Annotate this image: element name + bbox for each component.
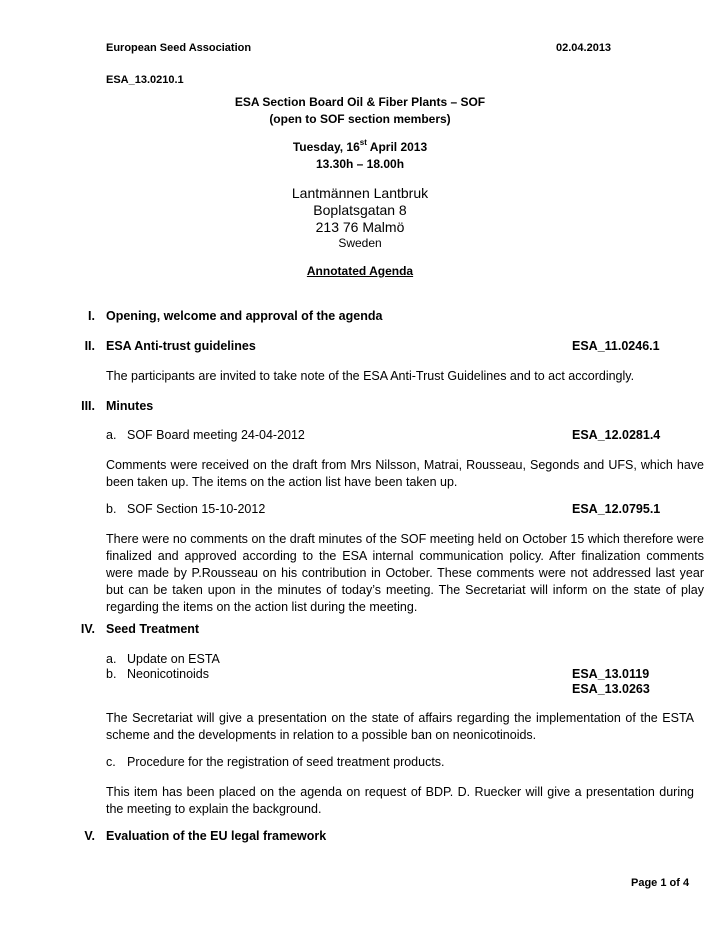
item-doc-ref: ESA_11.0246.1 (572, 339, 660, 353)
header-org: European Seed Association (106, 42, 252, 54)
item-number: III. (81, 399, 95, 413)
item-number: IV. (80, 622, 95, 636)
header-doc-ref: ESA_13.0210.1 (106, 74, 184, 86)
subitem: c. Procedure for the registration of seed treatment products. (106, 755, 445, 769)
venue-line1: Lantmännen Lantbruk (291, 185, 429, 201)
item-text: This item has been placed on the agenda on request of BDP. D. Ruecker will give a presentation during the meeting to explain the background. (106, 785, 694, 816)
subitem: a. Update on ESTA (106, 652, 220, 666)
item-text: There were no comments on the draft minutes of the SOF meeting held on October 15 which therefore were finalized and approved according to the ESA internal communication policy. After finalization comments were made by P.Rousseau on his contribution in October. These comments were not addressed last year but can be taken upon in the minutes of today’s meeting. The Secretariat will inform on the state of play regarding the items on the action list during the meeting. (106, 532, 704, 614)
title-line1: ESA Section Board Oil & Fiber Plants – SOF (234, 95, 486, 109)
header-date: 02.04.2013 (556, 42, 612, 54)
subitem-doc-ref: ESA_12.0795.1 (572, 502, 661, 516)
item-text: Comments were received on the draft from Mrs Nilsson, Matrai, Rousseau, Segonds and UFS, which have been taken up. The items on the action list have been taken up. (106, 458, 704, 489)
venue-line2: Boplatsgatan 8 (313, 202, 407, 218)
subitem: a. SOF Board meeting 24-04-2012 (106, 428, 305, 442)
venue-country: Sweden (338, 236, 382, 250)
subitem: b. SOF Section 15-10-2012 (106, 502, 266, 516)
item-text: The participants are invited to take note of the ESA Anti-Trust Guidelines and to act accordingly. (106, 369, 635, 383)
subitem: b. Neonicotinoids (106, 667, 209, 681)
meeting-time: 13.30h – 18.00h (315, 157, 405, 171)
item-title: ESA Anti-trust guidelines (106, 339, 256, 353)
page-number: Page 1 of 4 (631, 877, 690, 889)
item-title: Evaluation of the EU legal framework (106, 829, 327, 843)
item-title: Seed Treatment (106, 622, 200, 636)
subitem-doc-ref: ESA_12.0281.4 (572, 428, 661, 442)
item-title: Opening, welcome and approval of the agenda (106, 309, 383, 323)
item-number: II. (84, 339, 95, 353)
subitem-doc-ref: ESA_13.0263 (572, 682, 650, 696)
title-line2: (open to SOF section members) (269, 112, 451, 126)
subitem-doc-ref: ESA_13.0119 (572, 667, 650, 681)
item-number: V. (84, 829, 95, 843)
item-text: The Secretariat will give a presentation on the state of affairs regarding the implementation of the ESTA scheme and the developments in relation to a possible ban on neonicotinoids. (106, 711, 694, 742)
meeting-date: Tuesday, 16st April 2013 (292, 138, 428, 154)
item-number: I. (88, 309, 95, 323)
item-title: Minutes (106, 399, 154, 413)
agenda-heading: Annotated Agenda (306, 264, 414, 278)
venue-line3: 213 76 Malmö (315, 219, 405, 235)
